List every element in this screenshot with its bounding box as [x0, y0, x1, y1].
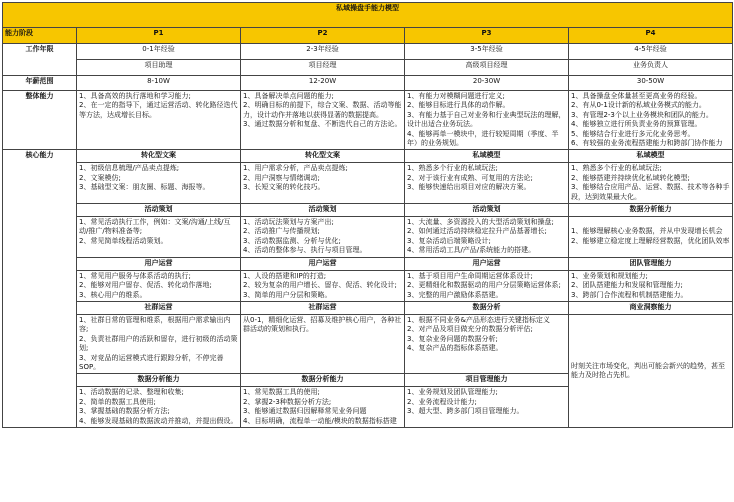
overall-p4-line: 4、能够独立进行所负责业务的预算管理。 [571, 120, 702, 129]
core-line: 2、能够对用户留存、促活、转化动作落地; [79, 281, 212, 290]
position-row [3, 60, 733, 76]
core-subheader-row [3, 204, 733, 217]
core-line: 2、能够建立稳定度上理解经营数据，优化团队效率 [571, 236, 730, 245]
overall-p4-line: 5、能够结合行业进行多元化业务思考。 [571, 129, 695, 138]
core-line: 2、更精细化和数据驱动的用户分层策略运营体系; [407, 281, 561, 290]
core-line: 4、目标明确，流程单一动能/模块的数据指标搭建 [243, 416, 397, 425]
core-line: 3、复杂活动后端策略设计; [407, 236, 491, 245]
core-cell [241, 217, 405, 258]
core-cell [405, 387, 569, 428]
core-line: 1、常见活动执行工作，例如：文案/沟通/上线/互动/推广/物料准备等; [79, 218, 231, 236]
experience-p3: 3-5年经验 [405, 44, 569, 60]
work-years-row [3, 44, 733, 60]
stage-p4: P4 [569, 28, 733, 44]
core-line: 1、能够理解核心业务数据，并从中发现增长机会 [571, 227, 723, 236]
stage-header-row [3, 28, 733, 44]
position-p4: 业务负责人 [569, 60, 733, 76]
core-subheader: 数据分析能力 [241, 374, 405, 387]
core-subheader: 活动策划 [77, 204, 241, 217]
position-p2: 项目经理 [241, 60, 405, 76]
core-content-row [3, 314, 733, 373]
core-cell [569, 314, 733, 427]
overall-p2-line: 3、通过数据分析和复盘、不断迭代自己的方法论。 [243, 120, 402, 129]
core-cell [405, 314, 569, 373]
core-line: 2、业务流程设计能力; [407, 397, 477, 406]
core-line: 3、完整的用户激励体系搭建。 [407, 290, 503, 299]
core-line: 3、能够快速给出项目对应的解决方案。 [407, 183, 531, 192]
overall-p2 [241, 91, 405, 150]
core-line: 3、基础型文案：朋友圈、标题、海报等。 [79, 183, 210, 192]
core-label: 核心能力 [3, 150, 77, 428]
overall-p2-line: 1、具备解决单点问题的能力; [243, 92, 334, 100]
core-line: 1、根据不同业务&产品形态进行关键指标定义 [407, 315, 550, 324]
core-line: 3、超大型、跨多部门项目管理能力。 [407, 407, 524, 416]
core-subheader: 私域模型 [569, 150, 733, 163]
core-line: 2、能够搭建并持续优化私域转化模型; [571, 173, 690, 182]
core-line: 1、大流量、多资源投入的大型活动策划和操盘; [407, 218, 554, 227]
core-line: 1、熟悉多个行业的私域玩法; [571, 164, 662, 173]
core-line: 3、对竞品的运营模式进行跟踪分析，不停完善SOP。 [79, 353, 224, 371]
core-line: 2、如何通过活动持续稳定拉升产品基著增长; [407, 227, 547, 236]
overall-p4-line: 1、具备操盘全体量甚至更高业务的经验。 [571, 92, 702, 100]
overall-p3-line: 4、能够再单一模块中，进行较短周期（季度、半年）的业务规划。 [407, 129, 559, 148]
core-subheader: 活动策划 [241, 204, 405, 217]
ability-model-table [2, 2, 733, 428]
core-line: 4、能够发现基础的数据波动并推动，并提出假设。 [79, 416, 238, 425]
core-subheader: 团队管理能力 [569, 257, 733, 270]
core-subheader: 用户运营 [405, 257, 569, 270]
core-line: 从0-1，精细化运营、招募及维护核心用户，各种社群活动的策划和执行。 [243, 315, 402, 334]
core-content-row [3, 163, 733, 204]
core-subheader: 数据分析能力 [569, 204, 733, 217]
overall-p3 [405, 91, 569, 150]
core-line: 3、掌握基础的数据分析方法; [79, 407, 170, 416]
core-subheader: 转化型文案 [77, 150, 241, 163]
core-line: 4、活动的整体参与、执行与项目管理。 [243, 246, 367, 255]
core-line: 1、初级信息梳理/产品卖点提炼; [79, 164, 180, 173]
experience-p4: 4-5年经验 [569, 44, 733, 60]
experience-p1: 0-1年经验 [77, 44, 241, 60]
overall-p4 [569, 91, 733, 150]
overall-p1 [77, 91, 241, 150]
core-line: 3、能够结合应用产品、运营、数据、技术等各种手段，达到效果最大化。 [571, 183, 730, 201]
overall-row [3, 91, 733, 150]
overall-p4-line: 3、有管理2-3个以上业务模块和团队的能力。 [571, 110, 713, 119]
core-subheader: 社群运营 [241, 301, 405, 314]
stage-p3: P3 [405, 28, 569, 44]
core-line: 1、活动玩法策划与方案产出; [243, 218, 334, 227]
core-line: 2、负责社群用户的活跃和留存，进行初级的活动策划; [79, 334, 238, 353]
core-cell [77, 163, 241, 204]
core-cell [241, 270, 405, 301]
salary-p1: 8-10W [77, 76, 241, 91]
core-cell [241, 314, 405, 373]
core-line: 1、活动数据的记录、整理和收集; [79, 388, 184, 397]
core-cell [405, 163, 569, 204]
stage-p1: P1 [77, 28, 241, 44]
core-line: 1、业务策划和规划能力; [571, 271, 648, 280]
core-line: 3、长短文案的转化技巧。 [243, 183, 325, 192]
core-line: 2、常见简单线程活动策划。 [79, 236, 168, 245]
core-line: 1、社群日常的管理和维系，根据用户需求输出内容; [79, 315, 231, 334]
overall-p3-line: 2、能够目标进行具体的动作解。 [407, 101, 510, 110]
core-line: 4、常用活动工具/产品/系统能力的搭建。 [407, 246, 536, 255]
core-subheader: 私域模型 [405, 150, 569, 163]
core-cell [569, 270, 733, 301]
core-line: 3、能够通过数据归因解释常见业务问题 [243, 407, 367, 416]
core-subheader: 社群运营 [77, 301, 241, 314]
core-cell [241, 387, 405, 428]
core-content-row [3, 217, 733, 258]
core-line: 3、跨部门合作流程和机制搭建能力。 [571, 290, 688, 299]
core-line: 3、活动数据监测、分析与优化; [243, 236, 341, 245]
core-line: 3、核心用户的维系。 [79, 290, 147, 299]
title-row [3, 3, 733, 28]
core-content-row [3, 270, 733, 301]
core-line: 2、对于该行业有成熟、可复用的方法论; [407, 173, 533, 182]
core-line: 3、简单的用户分层和策略。 [243, 290, 332, 299]
core-line: 时刻关注市场变化，判出可能会新兴的趋势，甚至能力及时抢占先机。 [571, 361, 725, 379]
core-subheader: 用户运营 [241, 257, 405, 270]
overall-p1-line: 1、具备高效的执行落地和学习能力; [79, 92, 191, 100]
stage-row-label: 能力阶段 [3, 28, 77, 44]
core-cell [77, 217, 241, 258]
core-subheader-row [3, 150, 733, 163]
core-subheader: 数据分析 [405, 301, 569, 314]
core-line: 1、常见数据工具的使用; [243, 388, 320, 397]
overall-p1-line: 2、在一定的指导下，通过运营活动、转化路径迭代等方法，达成增长目标。 [79, 101, 238, 119]
core-cell [77, 387, 241, 428]
core-line: 2、对产品及项目做充分的数据分析评估; [407, 325, 533, 334]
overall-label: 整体能力 [3, 91, 77, 150]
core-line: 4、复杂产品的指标体系搭建。 [407, 344, 503, 353]
core-cell [405, 270, 569, 301]
core-line: 2、用户洞察与情绪调动; [243, 173, 320, 182]
core-line: 2、团队搭建能力和发展和管理能力; [571, 281, 683, 290]
core-line: 1、业务规划及团队管理能力; [407, 388, 498, 397]
overall-p3-line: 1、有能力对模糊问题进行定义; [407, 92, 505, 100]
core-subheader-row [3, 257, 733, 270]
core-subheader: 商业洞察能力 [569, 301, 733, 314]
core-cell [405, 217, 569, 258]
core-line: 1、常见用户服务与体系活动的执行; [79, 271, 191, 280]
salary-p2: 12-20W [241, 76, 405, 91]
position-p3: 高级项目经理 [405, 60, 569, 76]
core-line: 2、简单的数据工具使用; [79, 397, 156, 406]
core-line: 2、活动推广与传播规划; [243, 227, 320, 236]
core-cell [77, 270, 241, 301]
core-subheader: 项目管理能力 [405, 374, 569, 387]
core-cell [569, 217, 733, 258]
core-line: 1、熟悉多个行业的私域玩法; [407, 164, 498, 173]
salary-p4: 30-50W [569, 76, 733, 91]
core-line: 2、掌握2-3种数据分析方法; [243, 397, 332, 406]
core-line: 1、人设的搭建和IP的打造; [243, 271, 327, 280]
core-cell [77, 314, 241, 373]
core-line: 2、较为复杂的用户增长、留存、促活、转化设计; [243, 281, 397, 290]
core-subheader-row [3, 301, 733, 314]
core-cell [241, 163, 405, 204]
core-subheader: 转化型文案 [241, 150, 405, 163]
core-line: 1、用户需求分析，产品卖点提炼; [243, 164, 348, 173]
core-subheader: 活动策划 [405, 204, 569, 217]
core-subheader: 用户运营 [77, 257, 241, 270]
overall-p4-line: 6、有较强的业务流程搭建能力和跨部门协作能力 [571, 139, 723, 148]
salary-p3: 20-30W [405, 76, 569, 91]
work-years-label: 工作年限 [3, 44, 77, 76]
core-cell [569, 163, 733, 204]
core-line: 3、复杂业务问题的数据分析; [407, 334, 498, 343]
overall-p4-line: 2、有从0-1设计新的私域业务模式的能力。 [571, 101, 706, 110]
core-line: 1、基于项目用户生命周期运营体系设计; [407, 271, 533, 280]
position-p1: 项目助理 [77, 60, 241, 76]
stage-p2: P2 [241, 28, 405, 44]
core-subheader: 数据分析能力 [77, 374, 241, 387]
overall-p3-line: 3、有能力基于自己对业务和行业典型玩法的理解，设计出适合业务玩法。 [407, 110, 566, 129]
page-title: 私域操盘手能力模型 [3, 3, 733, 28]
experience-p2: 2-3年经验 [241, 44, 405, 60]
core-line: 2、文案模仿; [79, 173, 121, 182]
salary-label: 年薪范围 [3, 76, 77, 91]
overall-p2-line: 2、明确目标的前提下，综合文案、数据、活动等能力，设计动作并落地以获得显著的数据提高。 [243, 101, 402, 119]
salary-row [3, 76, 733, 91]
